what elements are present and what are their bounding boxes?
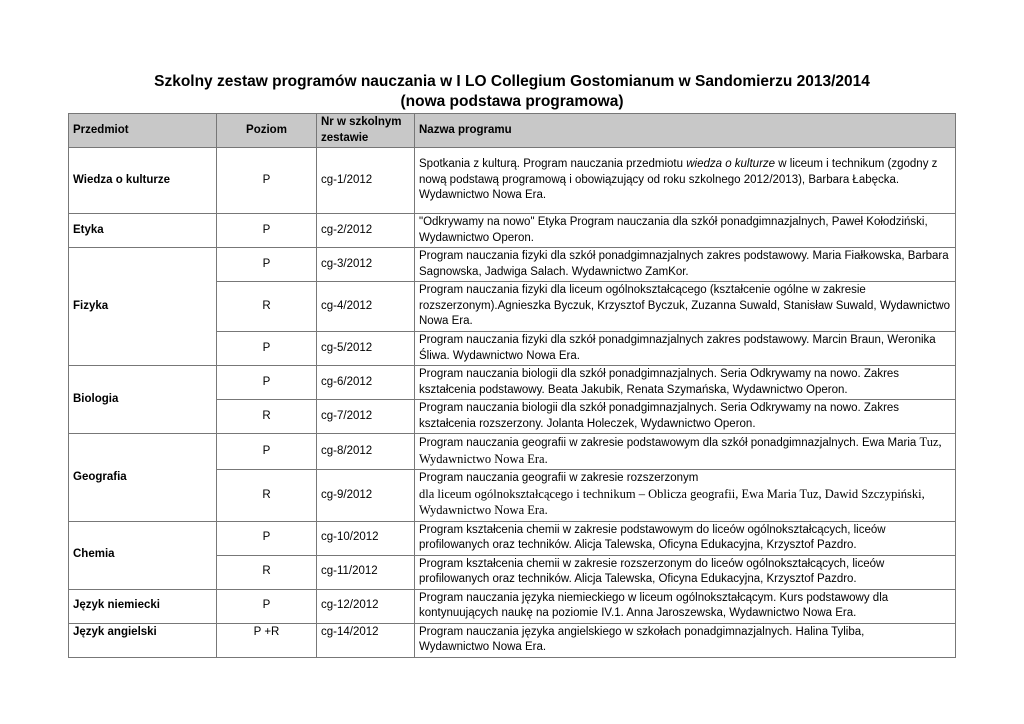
- number-cell: cg-3/2012: [317, 248, 415, 282]
- subject-cell: Fizyka: [69, 248, 217, 366]
- level-cell: P: [217, 366, 317, 400]
- level-cell: R: [217, 282, 317, 332]
- program-cell: [415, 623, 956, 657]
- subject-cell: Język angielski: [69, 623, 217, 657]
- header-level: Poziom: [217, 114, 317, 148]
- program-text-serif: Tuz, Wydawnictwo Nowa Era.: [419, 435, 942, 466]
- program-cell: Program nauczania fizyki dla szkół ponadgimnazjalnych zakres podstawowy. Marcin Braun, Weronika Śliwa. Wydawnictwo Nowa Era.: [415, 332, 956, 366]
- header-program: Nazwa programu: [415, 114, 956, 148]
- program-cell: [415, 470, 956, 522]
- program-cell: Program nauczania fizyki dla liceum ogólnokształcącego (kształcenie ogólne w zakresie rozszerzonym).Agnieszka Byczuk, Krzysztof Byczuk, Zuzanna Suwald, Stanisław Suwald, Wydawnictwo Nowa Era.: [415, 282, 956, 332]
- program-cell: [415, 434, 956, 470]
- document-subtitle: (nowa podstawa programowa): [400, 93, 624, 110]
- level-cell: P: [217, 434, 317, 470]
- level-cell: P: [217, 248, 317, 282]
- number-cell: cg-11/2012: [317, 555, 415, 589]
- subject-cell: Wiedza o kulturze: [69, 148, 217, 214]
- document-title: Szkolny zestaw programów nauczania w I LO Collegium Gostomianum w Sandomierzu 2013/2014: [154, 73, 870, 90]
- number-cell: cg-5/2012: [317, 332, 415, 366]
- number-cell: cg-9/2012: [317, 470, 415, 522]
- table-row: [69, 521, 956, 555]
- level-cell: P: [217, 589, 317, 623]
- program-text: Program nauczania geografii w zakresie podstawowym dla szkół ponadgimnazjalnych. Ewa Maria: [419, 437, 920, 449]
- level-cell: P: [217, 214, 317, 248]
- table-row: [69, 623, 956, 657]
- number-cell: cg-14/2012: [317, 623, 415, 657]
- subject-cell: Biologia: [69, 366, 217, 434]
- table-row: [69, 589, 956, 623]
- level-cell: P: [217, 148, 317, 214]
- number-cell: cg-1/2012: [317, 148, 415, 214]
- program-cell: Program kształcenia chemii w zakresie rozszerzonym do liceów ogólnokształcących, liceów profilowanych oraz techników. Alicja Talewska, Oficyna Edukacyjna, Krzysztof Pazdro.: [415, 555, 956, 589]
- programs-table: [68, 113, 956, 658]
- table-row: [69, 214, 956, 248]
- subject-cell: Chemia: [69, 521, 217, 589]
- table-header-row: [69, 114, 956, 148]
- level-cell: P +R: [217, 623, 317, 657]
- program-text: Spotkania z kulturą. Program nauczania przedmiotu: [419, 158, 687, 171]
- number-cell: cg-12/2012: [317, 589, 415, 623]
- table-row: [69, 148, 956, 214]
- subject-cell: Język niemiecki: [69, 589, 217, 623]
- program-cell: Program nauczania biologii dla szkół ponadgimnazjalnych. Seria Odkrywamy na nowo. Zakres kształcenia podstawowy. Beata Jakubik, Renata Szymańska, Wydawnictwo Operon.: [415, 366, 956, 400]
- level-cell: R: [217, 555, 317, 589]
- table-row: [69, 366, 956, 400]
- level-cell: R: [217, 400, 317, 434]
- number-cell: cg-7/2012: [317, 400, 415, 434]
- level-cell: R: [217, 470, 317, 522]
- level-cell: P: [217, 332, 317, 366]
- program-cell: Program nauczania biologii dla szkół ponadgimnazjalnych. Seria Odkrywamy na nowo. Zakres kształcenia rozszerzony. Jolanta Holeczek, Wydawnictwo Operon.: [415, 400, 956, 434]
- number-cell: cg-8/2012: [317, 434, 415, 470]
- header-subject: Przedmiot: [69, 114, 217, 148]
- program-text-serif: dla liceum ogólnokształcącego i technikum – Oblicza geografii, Ewa Maria Tuz, Dawid Szczypiński, Wydawnictwo Nowa Era.: [419, 486, 925, 517]
- program-cell: Program nauczania fizyki dla szkół ponadgimnazjalnych zakres podstawowy. Maria Fiałkowska, Barbara Sagnowska, Jadwiga Salach. Wydawnictwo ZamKor.: [415, 248, 956, 282]
- program-text: w liceum i technikum (zgodny z nową podstawą programową i obowiązujący od roku szkolnego 2012/2013), Barbara Łabęcka. Wydawnictwo Nowa Era.: [419, 158, 938, 202]
- program-cell: Program nauczania języka niemieckiego w liceum ogólnokształcącym. Kurs podstawowy dla kontynuujących naukę na poziomie IV.1. Anna Jaroszewska, Wydawnictwo Nowa Era.: [415, 589, 956, 623]
- program-text: Wydawnictwo Nowa Era.: [419, 641, 547, 653]
- level-cell: P: [217, 521, 317, 555]
- program-text: Program nauczania języka angielskiego w szkołach ponadgimnazjalnych. Halina Tyliba,: [419, 625, 865, 638]
- program-cell: "Odkrywamy na nowo" Etyka Program nauczania dla szkół ponadgimnazjalnych, Paweł Kołodziński, Wydawnictwo Operon.: [415, 214, 956, 248]
- table-row: [69, 248, 956, 282]
- number-cell: cg-2/2012: [317, 214, 415, 248]
- number-cell: cg-4/2012: [317, 282, 415, 332]
- subject-cell: Etyka: [69, 214, 217, 248]
- program-text: Program nauczania geografii w zakresie rozszerzonym: [419, 472, 699, 484]
- header-number: Nr w szkolnym zestawie: [317, 114, 415, 148]
- program-cell: [415, 148, 956, 214]
- number-cell: cg-10/2012: [317, 521, 415, 555]
- number-cell: cg-6/2012: [317, 366, 415, 400]
- table-row: [69, 434, 956, 470]
- program-text-italic: wiedza o kulturze: [686, 158, 776, 171]
- subject-cell: Geografia: [69, 434, 217, 522]
- program-cell: Program kształcenia chemii w zakresie podstawowym do liceów ogólnokształcących, liceów profilowanych oraz techników. Alicja Talewska, Oficyna Edukacyjna, Krzysztof Pazdro.: [415, 521, 956, 555]
